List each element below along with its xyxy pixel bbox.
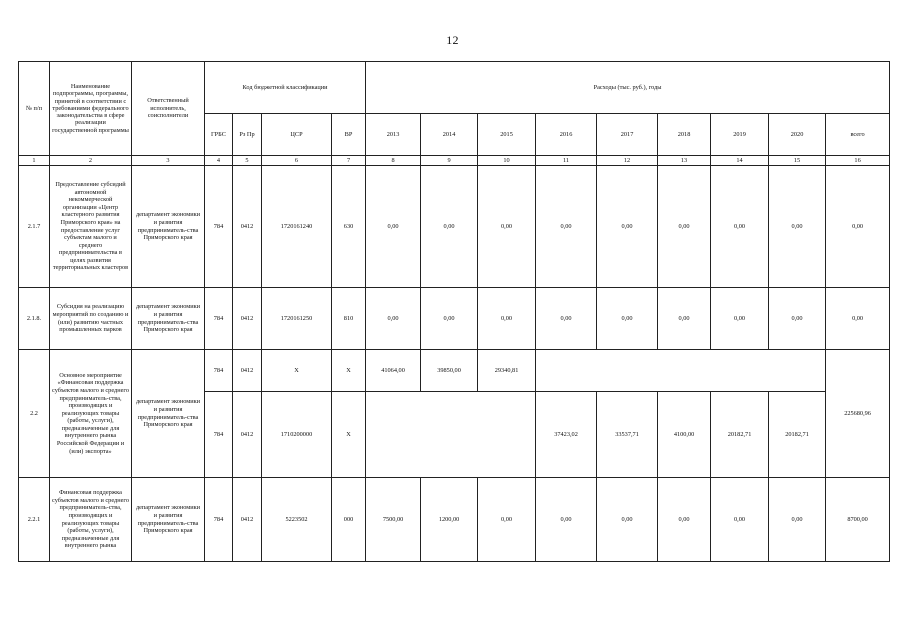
row-rzpr: 0412 — [233, 288, 262, 350]
column-number: 14 — [711, 156, 769, 166]
row-executor: департамент экономики и развития предприниматель-ства Приморского края — [132, 478, 205, 562]
row-value: 20182,71 — [769, 392, 826, 478]
row-total: 8700,00 — [826, 478, 890, 562]
row-number: 2.2.1 — [19, 478, 50, 562]
row-value: 0,00 — [769, 478, 826, 562]
row-executor: департамент экономики и развития предприниматель-ства Приморского края — [132, 288, 205, 350]
row-value: 0,00 — [366, 166, 421, 288]
row-value: 37423,02 — [536, 392, 597, 478]
column-number: 9 — [421, 156, 478, 166]
row-value: 0,00 — [421, 166, 478, 288]
header-year: 2014 — [421, 114, 478, 156]
row-number: 2.1.7 — [19, 166, 50, 288]
header-grbs: ГРБС — [205, 114, 233, 156]
header-year: 2020 — [769, 114, 826, 156]
row-value: 0,00 — [658, 288, 711, 350]
column-number: 8 — [366, 156, 421, 166]
header-year: 2019 — [711, 114, 769, 156]
row-total: 0,00 — [826, 166, 890, 288]
row-value: 0,00 — [597, 166, 658, 288]
column-number: 1 — [19, 156, 50, 166]
row-vr: 630 — [332, 166, 366, 288]
column-number: 11 — [536, 156, 597, 166]
row-rzpr: 0412 — [233, 478, 262, 562]
row-number: 2.1.8. — [19, 288, 50, 350]
row-value: 39850,00 — [421, 350, 478, 392]
header-expenses: Расходы (тыс. руб.), годы — [366, 62, 890, 114]
header-csr: ЦСР — [262, 114, 332, 156]
row-name: Финансовая поддержка субъектов малого и среднего предприниматель-ства, производящих и реализующих товары (работы, услуги), предназначенные для внутреннего рынка — [50, 478, 132, 562]
row-value: 20182,71 — [711, 392, 769, 478]
table-row — [19, 350, 890, 392]
row-name: Основное мероприятие «Финансовая поддержка субъектов малого и среднего предприниматель-ства, производящих и реализующих товары (работы, услуги), предназначенные для внутреннего рынка Российской Федерации и (или) экспорта» — [50, 350, 132, 478]
row-vr: 000 — [332, 478, 366, 562]
row-value: 0,00 — [478, 288, 536, 350]
row-csr: 5223502 — [262, 478, 332, 562]
column-number: 16 — [826, 156, 890, 166]
header-year: 2018 — [658, 114, 711, 156]
row-value: 0,00 — [658, 478, 711, 562]
column-number: 5 — [233, 156, 262, 166]
row-value: 0,00 — [366, 288, 421, 350]
row-value: 7500,00 — [366, 478, 421, 562]
header-vr: ВР — [332, 114, 366, 156]
row-value: 0,00 — [711, 478, 769, 562]
row-value: 0,00 — [478, 478, 536, 562]
header-year: 2013 — [366, 114, 421, 156]
header-budget-code: Код бюджетной классификации — [205, 62, 366, 114]
table-row — [19, 166, 890, 288]
column-number: 15 — [769, 156, 826, 166]
row-value: 0,00 — [536, 166, 597, 288]
empty-cell — [366, 392, 536, 478]
column-number: 10 — [478, 156, 536, 166]
row-grbs: 784 — [205, 166, 233, 288]
row-csr: 1720161250 — [262, 288, 332, 350]
row-name: Предоставление субсидий автономной некоммерческой организации «Центр кластерного развития Приморского края» на предоставление услуг субъектам малого и среднего предпринимательства в целях развития территориальных кластеров — [50, 166, 132, 288]
row-value: 0,00 — [536, 288, 597, 350]
row-value: 0,00 — [597, 478, 658, 562]
row-vr: 810 — [332, 288, 366, 350]
row-grbs: 784 — [205, 288, 233, 350]
row-value: 4100,00 — [658, 392, 711, 478]
header-rzpr: Рз Пр — [233, 114, 262, 156]
row-number: 2.2 — [19, 350, 50, 478]
row-csr: X — [262, 350, 332, 392]
row-value: 0,00 — [478, 166, 536, 288]
header-total: всего — [826, 114, 890, 156]
column-number: 4 — [205, 156, 233, 166]
row-grbs: 784 — [205, 392, 233, 478]
column-number: 2 — [50, 156, 132, 166]
row-rzpr: 0412 — [233, 166, 262, 288]
row-total: 0,00 — [826, 288, 890, 350]
row-value: 29340,81 — [478, 350, 536, 392]
row-value: 0,00 — [769, 166, 826, 288]
budget-table — [18, 61, 890, 562]
page-number: 12 — [446, 33, 459, 47]
table-row — [19, 478, 890, 562]
header-executor: Ответственный исполнитель, соисполнители — [132, 62, 205, 156]
row-csr: 1710200000 — [262, 392, 332, 478]
row-value: 33537,71 — [597, 392, 658, 478]
header-row-1 — [19, 62, 890, 114]
header-year: 2015 — [478, 114, 536, 156]
row-total: 225680,96 — [826, 350, 890, 478]
row-vr: X — [332, 392, 366, 478]
row-value: 0,00 — [658, 166, 711, 288]
header-no: № п/п — [19, 62, 50, 156]
row-value: 1200,00 — [421, 478, 478, 562]
header-name: Наименование подпрограммы, программы, принятой в соответствии с требованиями федерального законодательства в сфере реализации государственной программы — [50, 62, 132, 156]
table-row — [19, 288, 890, 350]
header-year: 2016 — [536, 114, 597, 156]
column-number: 6 — [262, 156, 332, 166]
row-value: 0,00 — [769, 288, 826, 350]
row-csr: 1720161240 — [262, 166, 332, 288]
row-grbs: 784 — [205, 350, 233, 392]
header-year: 2017 — [597, 114, 658, 156]
row-executor: департамент экономики и развития предприниматель-ства Приморского края — [132, 350, 205, 478]
row-value: 0,00 — [711, 288, 769, 350]
row-executor: департамент экономики и развития предприниматель-ства Приморского края — [132, 166, 205, 288]
row-rzpr: 0412 — [233, 392, 262, 478]
column-number: 13 — [658, 156, 711, 166]
empty-cell — [536, 350, 826, 392]
row-value: 0,00 — [597, 288, 658, 350]
row-value: 0,00 — [536, 478, 597, 562]
row-vr: X — [332, 350, 366, 392]
row-value: 0,00 — [711, 166, 769, 288]
row-value: 0,00 — [421, 288, 478, 350]
column-number: 3 — [132, 156, 205, 166]
row-value: 41064,00 — [366, 350, 421, 392]
row-grbs: 784 — [205, 478, 233, 562]
row-name: Субсидия на реализацию мероприятий по созданию и (или) развитию частных промышленных парков — [50, 288, 132, 350]
column-number: 7 — [332, 156, 366, 166]
row-rzpr: 0412 — [233, 350, 262, 392]
column-numbers-row — [19, 156, 890, 166]
column-number: 12 — [597, 156, 658, 166]
